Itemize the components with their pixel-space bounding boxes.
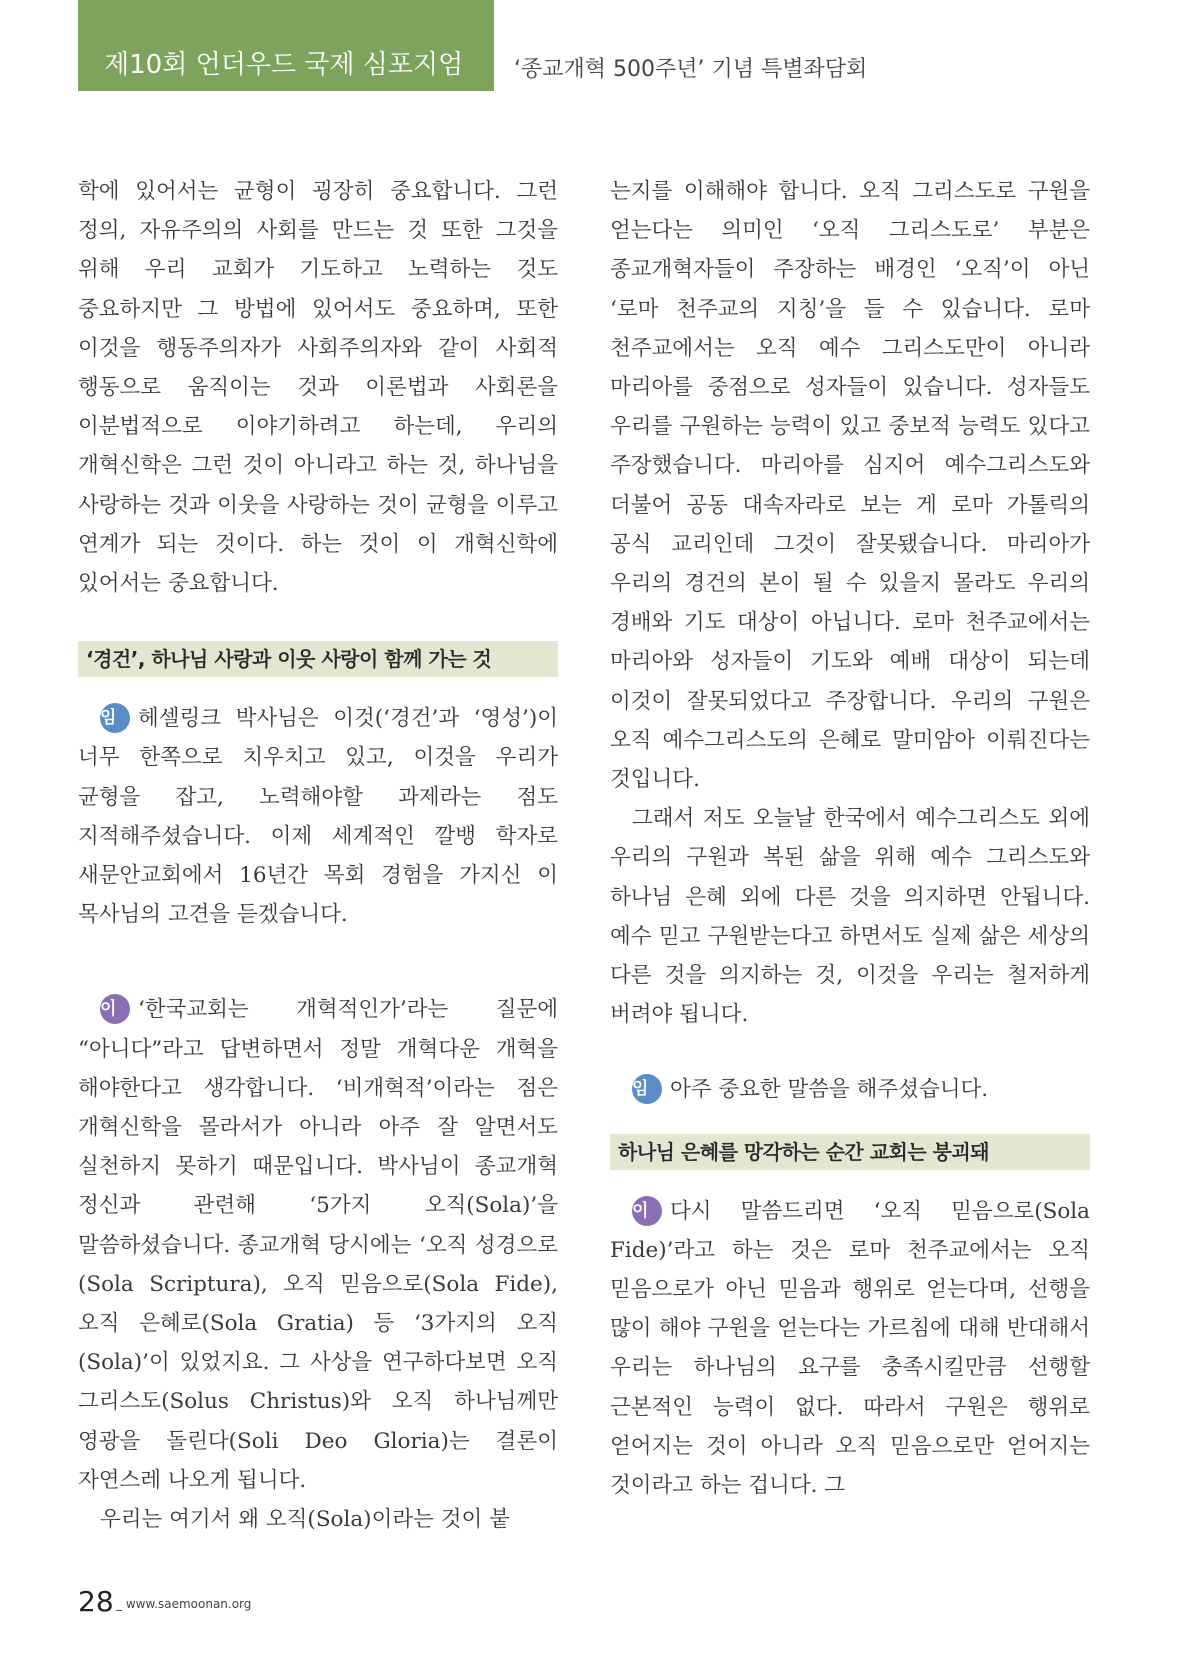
right-column xyxy=(610,172,1090,1505)
speaker-badge: 임 xyxy=(632,1074,662,1104)
paragraph: 는지를 이해해야 합니다. 오직 그리스도로 구원을 얻는다는 의미인 ‘오직 그리스도로’ 부분은 종교개혁자들이 주장하는 배경인 ‘오직’이 아닌 ‘로마 천주교의 지칭’을 들 수 있습니다. 로마 천주교에서는 오직 예수 그리스도만이 아니라 마리아를 중점으로 성자들이 있습니다. 성자들도 우리를 구원하는 능력이 있고 중보적 능력도 있다고 주장했습니다. 마리아를 심지어 예수그리스도와 더불어 공동 대속자라로 보는 게 로마 가톨릭의 공식 교리인데 그것이 잘못됐습니다. 마리아가 우리의 경건의 본이 될 수 있을지 몰라도 우리의 경배와 기도 대상이 아닙니다. 로마 천주교에서는 마리아와 성자들이 기도와 예배 대상이 되는데 이것이 잘못되었다고 주장합니다. 우리의 구원은 오직 예수그리스도의 은혜로 말미암아 이뤄진다는 것입니다. xyxy=(610,179,1090,793)
speaker-badge: 이 xyxy=(632,1196,662,1226)
left-column xyxy=(78,172,558,1539)
speaker-badge: 이 xyxy=(100,994,130,1024)
header-title: 제10회 언더우드 국제 심포지엄 xyxy=(104,50,464,80)
paragraph-text: 다시 말씀드리면 ‘오직 믿음으로(Sola Fide)’라고 하는 것은 로마 천주교에서는 오직 믿음으로가 아닌 믿음과 행위로 얻는다며, 선행을 많이 해야 구원을 얻는다는 가르침에 대해 반대해서 우리는 하나님의 요구를 충족시킬만큼 선행할 근본적인 능력이 없다. 따라서 구원은 행위로 얻어지는 것이 아니라 오직 믿음으로만 얻어지는 것이라고 하는 겁니다. 그 xyxy=(610,1198,1090,1499)
paragraph-text: 헤셀링크 박사님은 이것(‘경건’과 ‘영성’)이 너무 한쪽으로 치우치고 있고, 이것을 우리가 균형을 잡고, 노력해야할 과제라는 점도 지적해주셨습니다. 이제 세계적인 깔뱅 학자로 새문안교회에서 16년간 목회 경험을 가지신 이 목사님의 고견을 듣겠습니다. xyxy=(78,706,558,928)
paragraph-text: 아주 중요한 말씀을 해주셨습니다. xyxy=(670,1077,989,1103)
paragraph: 학에 있어서는 균형이 굉장히 중요합니다. 그런 정의, 자유주의의 사회를 만드는 것 또한 그것을 위해 우리 교회가 기도하고 노력하는 것도 중요하지만 그 방법에 있어서도 중요하며, 또한 이것을 행동주의자가 사회주의자와 같이 사회적 행동으로 움직이는 것과 이론법과 사회론을 이분법적으로 이야기하려고 하는데, 우리의 개혁신학은 그런 것이 아니라고 하는 것, 하나님을 사랑하는 것과 이웃을 사랑하는 것이 균형을 이루고 연계가 되는 것이다. 하는 것이 이 개혁신학에 있어서는 중요합니다. xyxy=(78,179,558,597)
paragraph xyxy=(610,1192,1090,1506)
paragraph xyxy=(78,699,558,934)
section-heading: ‘경건’, 하나님 사랑과 이웃 사랑이 함께 가는 것 xyxy=(78,641,558,677)
paragraph-text: ‘한국교회는 개혁적인가’라는 질문에 “아니다”라고 답변하면서 정말 개혁다운 개혁을 해야한다고 생각합니다. ‘비개혁적’이라는 점은 개혁신학을 몰라서가 아니라 아주 잘 알면서도 실천하지 못하기 때문입니다. 박사님이 종교개혁 정신과 관련해 ‘5가지 오직(Sola)’을 말씀하셨습니다. 종교개혁 당시에는 ‘오직 성경으로(Sola Scriptura), 오직 믿음으로(Sola Fide), 오직 은혜로(Sola Gratia) 등 ‘3가지의 오직(Sola)’이 있었지요. 그 사상을 연구하다보면 오직 그리스도(Solus Christus)와 오직 하나님께만 영광을 돌린다(Soli Deo Gloria)는 결론이 자연스레 나오게 됩니다. xyxy=(78,997,558,1493)
header-subtitle: ‘종교개혁 500주년’ 기념 특별좌담회 xyxy=(514,57,868,82)
page-number: 28 xyxy=(78,1585,114,1618)
speaker-badge: 임 xyxy=(100,703,130,733)
footer-url: _ www.saemoonan.org xyxy=(116,1597,252,1611)
paragraph: 우리는 여기서 왜 오직(Sola)이라는 것이 붙 xyxy=(100,1507,510,1533)
paragraph xyxy=(610,1070,1090,1109)
paragraph xyxy=(78,990,558,1500)
paragraph: 그래서 저도 오늘날 한국에서 예수그리스도 외에 우리의 구원과 복된 삶을 위해 예수 그리스도와 하나님 은혜 외에 다른 것을 의지하면 안됩니다. 예수 믿고 구원받는다고 하면서도 실제 삶은 세상의 다른 것을 의지하는 것, 이것을 우리는 철저하게 버려야 됩니다. xyxy=(610,806,1090,1028)
section-heading: 하나님 은혜를 망각하는 순간 교회는 붕괴돼 xyxy=(610,1134,1090,1170)
